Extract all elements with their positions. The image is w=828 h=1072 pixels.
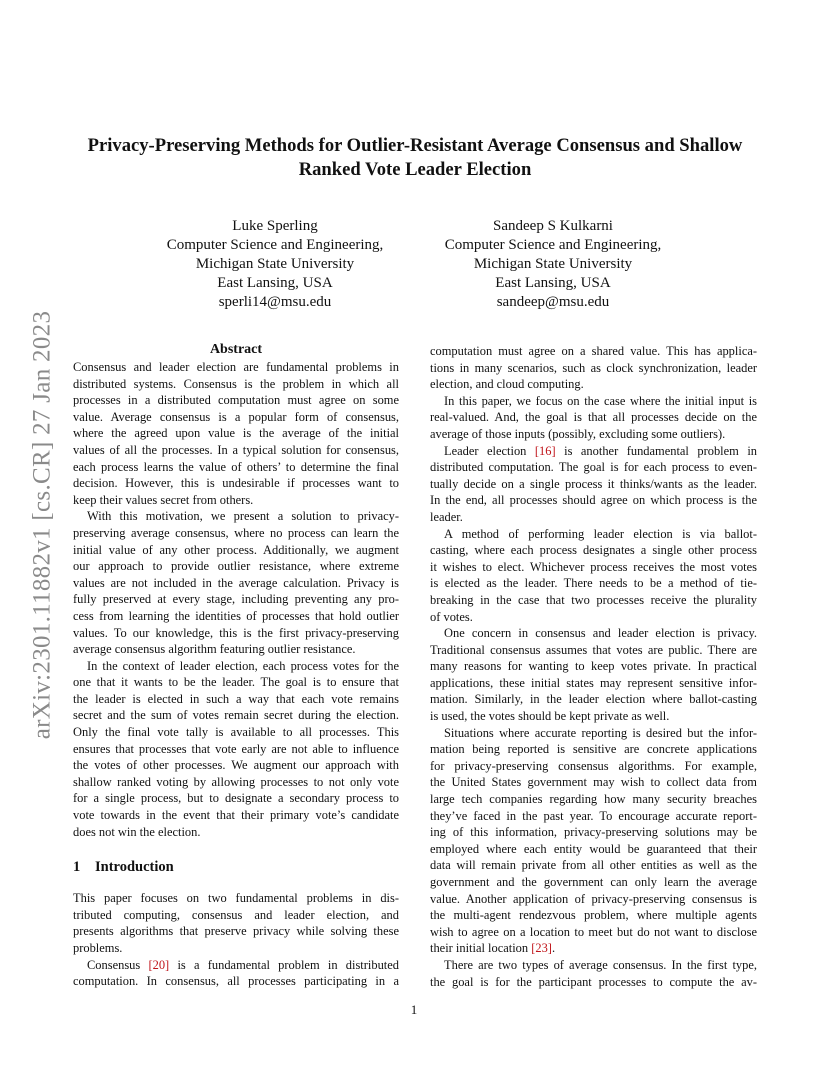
title-line-1: Privacy-Preserving Methods for Outlier-Resistant Average Consensus and Shallow <box>87 135 743 156</box>
body-paragraph-5 <box>430 625 757 725</box>
text-line: each process learns the value of others’ to determine the final <box>73 459 399 474</box>
citation-link[interactable]: [20] <box>148 957 170 972</box>
text-line: tions in many scenarios, such as clock synchronization, leader <box>430 360 757 375</box>
text-line: mation being reported is sensitive are concrete applications <box>430 742 757 757</box>
abstract-paragraph-1 <box>73 359 399 508</box>
text-line: In this paper, we focus on the case where the initial input is <box>444 393 757 408</box>
text-line: tually decide on a single process it thinks/wants as the leader. <box>430 476 757 491</box>
text-line: large tech companies regarding how many security breaches <box>430 792 757 807</box>
text-line: they’ve faced in the past year. To encourage accurate report- <box>430 808 757 823</box>
text-line: keep their values secret from others. <box>73 492 254 507</box>
text-line: cess from learning the identities of processes that hold outlier <box>73 608 399 623</box>
text-line: does not win the election. <box>73 824 201 839</box>
body-paragraph-6 <box>430 725 757 957</box>
citation-link[interactable]: [16] <box>534 443 556 458</box>
text-line: election, and cloud computing. <box>430 377 584 392</box>
citation-link[interactable]: [23] <box>531 941 552 956</box>
text-line: ensures that processes that vote early are not able to influence <box>73 741 399 756</box>
arxiv-stamp <box>22 290 62 760</box>
text-line: many reasons for wanting to keep votes private. In practical <box>430 659 757 674</box>
text-line <box>73 957 399 974</box>
author-univ: Michigan State University <box>473 256 633 272</box>
text-line: This paper focuses on two fundamental problems in dis- <box>73 891 399 906</box>
text-line: distributed computation. The goal is for each process to even- <box>430 460 757 475</box>
text-line: There are two types of average consensus. In the first type, <box>444 957 757 972</box>
text-line: shallow ranked voting by allowing processes to not only vote <box>73 774 399 789</box>
section-heading-introduction <box>73 858 399 876</box>
author-location: East Lansing, USA <box>217 275 333 291</box>
text-line: values. To our knowledge, this is the first privacy-preserving <box>73 625 399 640</box>
body-paragraph-7 <box>430 957 757 990</box>
text-line: where the agreed upon value is the average of the initial <box>73 426 399 441</box>
body-paragraph-1 <box>430 343 757 393</box>
text-line: mation. Similarly, in the leader election where ballot-casting <box>430 692 757 707</box>
left-column <box>73 341 399 990</box>
text-fragment: . <box>551 941 556 956</box>
author-email: sandeep@msu.edu <box>496 294 610 310</box>
text-fragment: is a fundamental problem in distributed <box>169 957 399 972</box>
author-dept: Computer Science and Engineering, <box>444 237 662 253</box>
text-line: average consensus algorithm featuring outlier resistance. <box>73 642 356 657</box>
text-line: computation. In consensus, all processes participating in a <box>73 974 399 989</box>
intro-paragraph-1 <box>73 890 399 956</box>
text-line: In the context of leader election, each process votes for the <box>87 658 399 673</box>
page-number: 1 <box>410 1002 418 1017</box>
text-line: Consensus and leader election are fundamental problems in <box>73 360 399 374</box>
abstract-paragraph-3 <box>73 658 399 841</box>
author-dept: Computer Science and Engineering, <box>166 237 384 253</box>
text-line: for privacy-preserving consensus algorithms. For example, <box>430 758 757 773</box>
text-line: of votes. <box>430 609 473 624</box>
text-line: is elected as the leader. There needs to be a method of tie- <box>430 576 757 591</box>
author-name: Sandeep S Kulkarni <box>493 218 613 234</box>
text-line: decision. However, this is undesirable if processes want to <box>73 476 399 491</box>
text-line: initial value of any other process. Additionally, we augment <box>73 542 399 557</box>
body-paragraph-3 <box>430 443 757 526</box>
text-line: computation must agree on a shared value. This has applica- <box>430 344 757 358</box>
text-line: values are not included in the average calculation. Privacy is <box>73 575 399 590</box>
text-line: value. Average consensus is a popular form of consensus, <box>73 409 399 424</box>
text-line: for a single process, but to designate a secondary process to <box>73 791 399 806</box>
text-line: secret and the sum of votes remain secret during the election. <box>73 708 399 723</box>
text-line: presents algorithms that preserve privacy while solving these <box>73 924 399 939</box>
paper-title <box>70 134 760 182</box>
body-paragraph-2 <box>430 393 757 443</box>
text-fragment: their initial location <box>430 941 532 956</box>
text-line: With this motivation, we present a solution to privacy- <box>87 509 399 524</box>
author-block-1 <box>145 217 405 312</box>
text-line: ing of this information, privacy-preserving solutions may be <box>430 825 757 840</box>
text-line: problems. <box>73 941 123 955</box>
text-fragment: Consensus <box>87 957 149 972</box>
text-line: the goal is for the participant processes to compute the av- <box>430 974 757 989</box>
text-line: casting, where each process designates a single other process <box>430 543 757 558</box>
abstract-paragraph-2 <box>73 508 399 657</box>
text-line: Traditional consensus assumes that votes are public. There are <box>430 642 757 657</box>
text-line: fully preserved at every stage, including preventing any pro- <box>73 592 399 607</box>
text-line: our approach to provide outlier resistance, where extreme <box>73 559 399 574</box>
text-line: Only the final vote tally is available to all processes. This <box>73 725 399 740</box>
section-title: Introduction <box>95 859 174 876</box>
text-line: applications, these initial states may represent sensitive infor- <box>430 675 757 690</box>
author-name: Luke Sperling <box>232 218 318 234</box>
text-line: preserving average consensus, where no process can learn the <box>73 525 399 540</box>
text-line: real-valued. And, the goal is that all processes decide on the <box>430 410 757 425</box>
text-line: leader. <box>430 509 463 524</box>
right-column <box>430 343 757 990</box>
text-line <box>430 443 757 460</box>
text-line: Situations where accurate reporting is desired but the infor- <box>444 725 757 740</box>
text-line: the votes of other processes. We augment our approach with <box>73 758 399 773</box>
abstract-heading: Abstract <box>209 342 263 357</box>
author-block-2 <box>423 217 683 312</box>
text-line: In the end, all processes should agree on which process is the <box>430 493 757 508</box>
text-line: processes in a distributed computation must agree on some <box>73 393 399 408</box>
text-line: government and the government can only learn the average <box>430 875 757 889</box>
title-line-2: Ranked Vote Leader Election <box>298 159 532 180</box>
text-line <box>430 940 757 957</box>
text-fragment: is another fundamental problem in <box>555 443 757 458</box>
section-number: 1 <box>73 859 81 876</box>
text-line: tributed computing, consensus and leader election, and <box>73 907 399 922</box>
text-line: the leader is elected in such a way that each vote remains <box>73 691 399 706</box>
text-fragment: Leader election <box>444 443 535 458</box>
text-line: values of all the processes. In a typical solution for consensus, <box>73 442 399 457</box>
text-line: A method of performing leader election is via ballot- <box>444 526 757 541</box>
text-line: wish to agree on a location to meet but do not want to disclose <box>430 924 757 939</box>
text-line: it wishes to elect. Whichever process receives the most votes <box>430 559 757 574</box>
text-line: distributed systems. Consensus is the problem in which all <box>73 376 399 391</box>
author-email: sperli14@msu.edu <box>218 294 332 310</box>
text-line: is used, the votes should be kept private as well. <box>430 709 670 724</box>
author-location: East Lansing, USA <box>495 275 611 291</box>
body-paragraph-4 <box>430 526 757 626</box>
text-line: breaking in the case that two processes receive the plurality <box>430 592 757 607</box>
text-line: the United States government may wish to collect data from <box>430 775 757 790</box>
intro-paragraph-2 <box>73 957 399 990</box>
text-line: one that it wants to be the leader. The goal is to ensure that <box>73 675 399 690</box>
text-line: One concern in consensus and leader election is privacy. <box>444 626 757 641</box>
arxiv-stamp-text: arXiv:2301.11882v1 [cs.CR] 27 Jan 2023 <box>28 310 55 740</box>
text-line: value. Another application of privacy-preserving consensus is <box>430 891 757 906</box>
text-line: average of those inputs (possibly, excluding some outliers). <box>430 426 726 441</box>
text-line: data will remain private from all other entities as well as the <box>430 858 757 873</box>
author-univ: Michigan State University <box>195 256 355 272</box>
text-line: vote towards in the event that their primary vote’s candidate <box>73 808 399 823</box>
text-line: employed where each entity would be guaranteed that their <box>430 841 757 856</box>
text-line: the multi-agent rendezvous problem, where multiple agents <box>430 908 757 923</box>
